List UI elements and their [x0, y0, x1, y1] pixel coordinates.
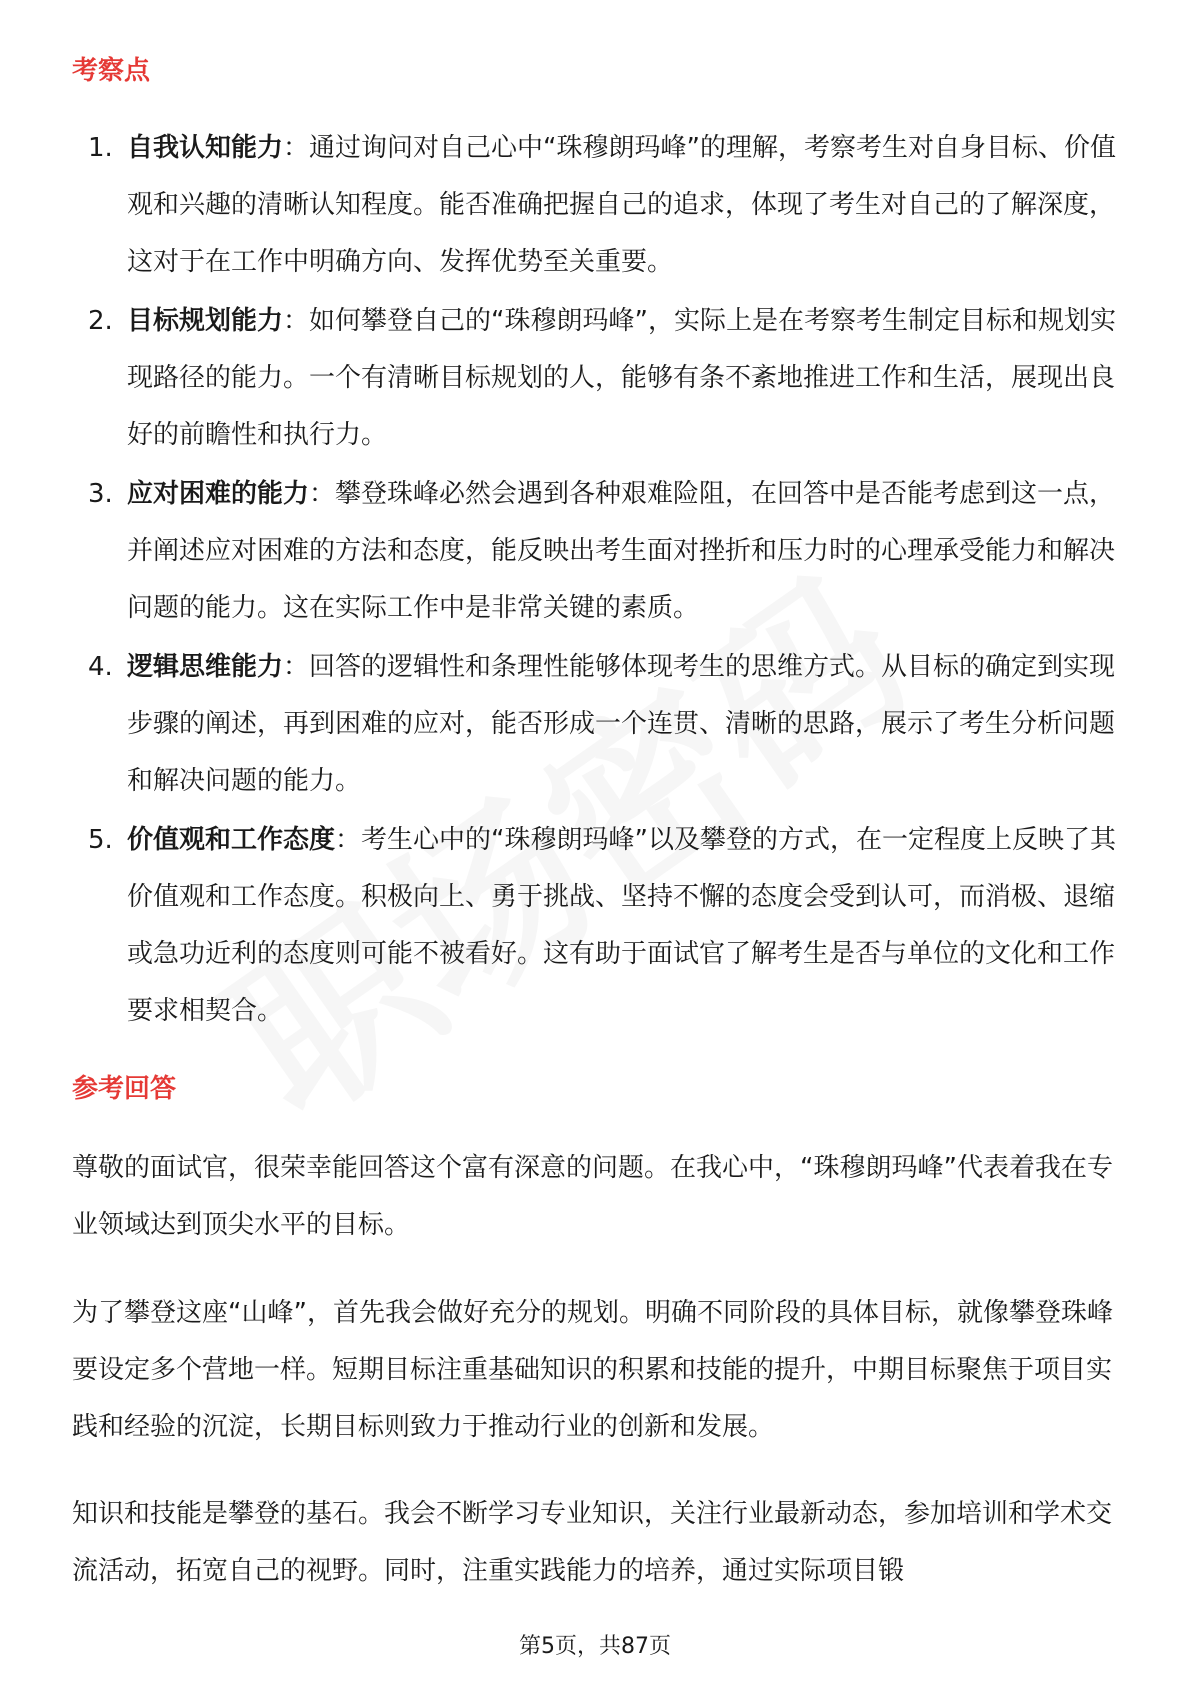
list-item — [72, 120, 1122, 291]
examination-points-heading: 考察点 — [72, 56, 151, 86]
list-item-text: ：通过询问对自己心中“珠穆朗玛峰”的理解，考察考生对自身目标、价值观和兴趣的清晰认知程度。能否准确把握自己的追求，体现了考生对自己的了解深度，这对于在工作中明确方向、发挥优势至关重要。 — [127, 133, 1116, 277]
list-item-text: ：攀登珠峰必然会遇到各种艰难险阻，在回答中是否能考虑到这一点，并阐述应对困难的方法和态度，能反映出考生面对挫折和压力时的心理承受能力和解决问题的能力。这在实际工作中是非常关键的素质。 — [127, 479, 1116, 623]
answer-paragraph-1: 尊敬的面试官，很荣幸能回答这个富有深意的问题。在我心中，“珠穆朗玛峰”代表着我在专业领域达到顶尖水平的目标。 — [72, 1153, 1113, 1240]
list-item-term: 应对困难的能力 — [127, 479, 310, 509]
list-item-number: 5. — [88, 825, 113, 855]
list-item — [72, 639, 1122, 810]
list-item-text: ：如何攀登自己的“珠穆朗玛峰”，实际上是在考察考生制定目标和规划实现路径的能力。一个有清晰目标规划的人，能够有条不紊地推进工作和生活，展现出良好的前瞻性和执行力。 — [127, 306, 1116, 450]
list-item-text: ：考生心中的“珠穆朗玛峰”以及攀登的方式，在一定程度上反映了其价值观和工作态度。积极向上、勇于挑战、坚持不懈的态度会受到认可，而消极、退缩或急功近利的态度则可能不被看好。这有助于面试官了解考生是否与单位的文化和工作要求相契合。 — [127, 825, 1116, 1026]
list-item — [72, 466, 1122, 637]
list-item-term: 逻辑思维能力 — [127, 652, 284, 682]
list-item-term: 自我认知能力 — [127, 133, 284, 163]
list-item-term: 目标规划能力 — [127, 306, 284, 336]
answer-paragraph-3: 知识和技能是攀登的基石。我会不断学习专业知识，关注行业最新动态，参加培训和学术交流活动，拓宽自己的视野。同时，注重实践能力的培养，通过实际项目锻 — [72, 1499, 1113, 1586]
examination-points-list — [72, 120, 1122, 1042]
reference-answer-heading: 参考回答 — [72, 1074, 177, 1104]
list-item — [72, 812, 1122, 1040]
list-item-number: 2. — [88, 306, 113, 336]
page-number: 第5页，共87页 — [519, 1634, 671, 1659]
answer-paragraph-2: 为了攀登这座“山峰”，首先我会做好充分的规划。明确不同阶段的具体目标，就像攀登珠峰要设定多个营地一样。短期目标注重基础知识的积累和技能的提升，中期目标聚焦于项目实践和经验的沉淀，长期目标则致力于推动行业的创新和发展。 — [72, 1298, 1113, 1442]
list-item-term: 价值观和工作态度 — [127, 825, 336, 855]
list-item-number: 3. — [88, 479, 113, 509]
list-item-text: ：回答的逻辑性和条理性能够体现考生的思维方式。从目标的确定到实现步骤的阐述，再到困难的应对，能否形成一个连贯、清晰的思路，展示了考生分析问题和解决问题的能力。 — [127, 652, 1116, 796]
list-item-number: 1. — [88, 133, 113, 163]
list-item-number: 4. — [88, 652, 113, 682]
list-item — [72, 293, 1122, 464]
